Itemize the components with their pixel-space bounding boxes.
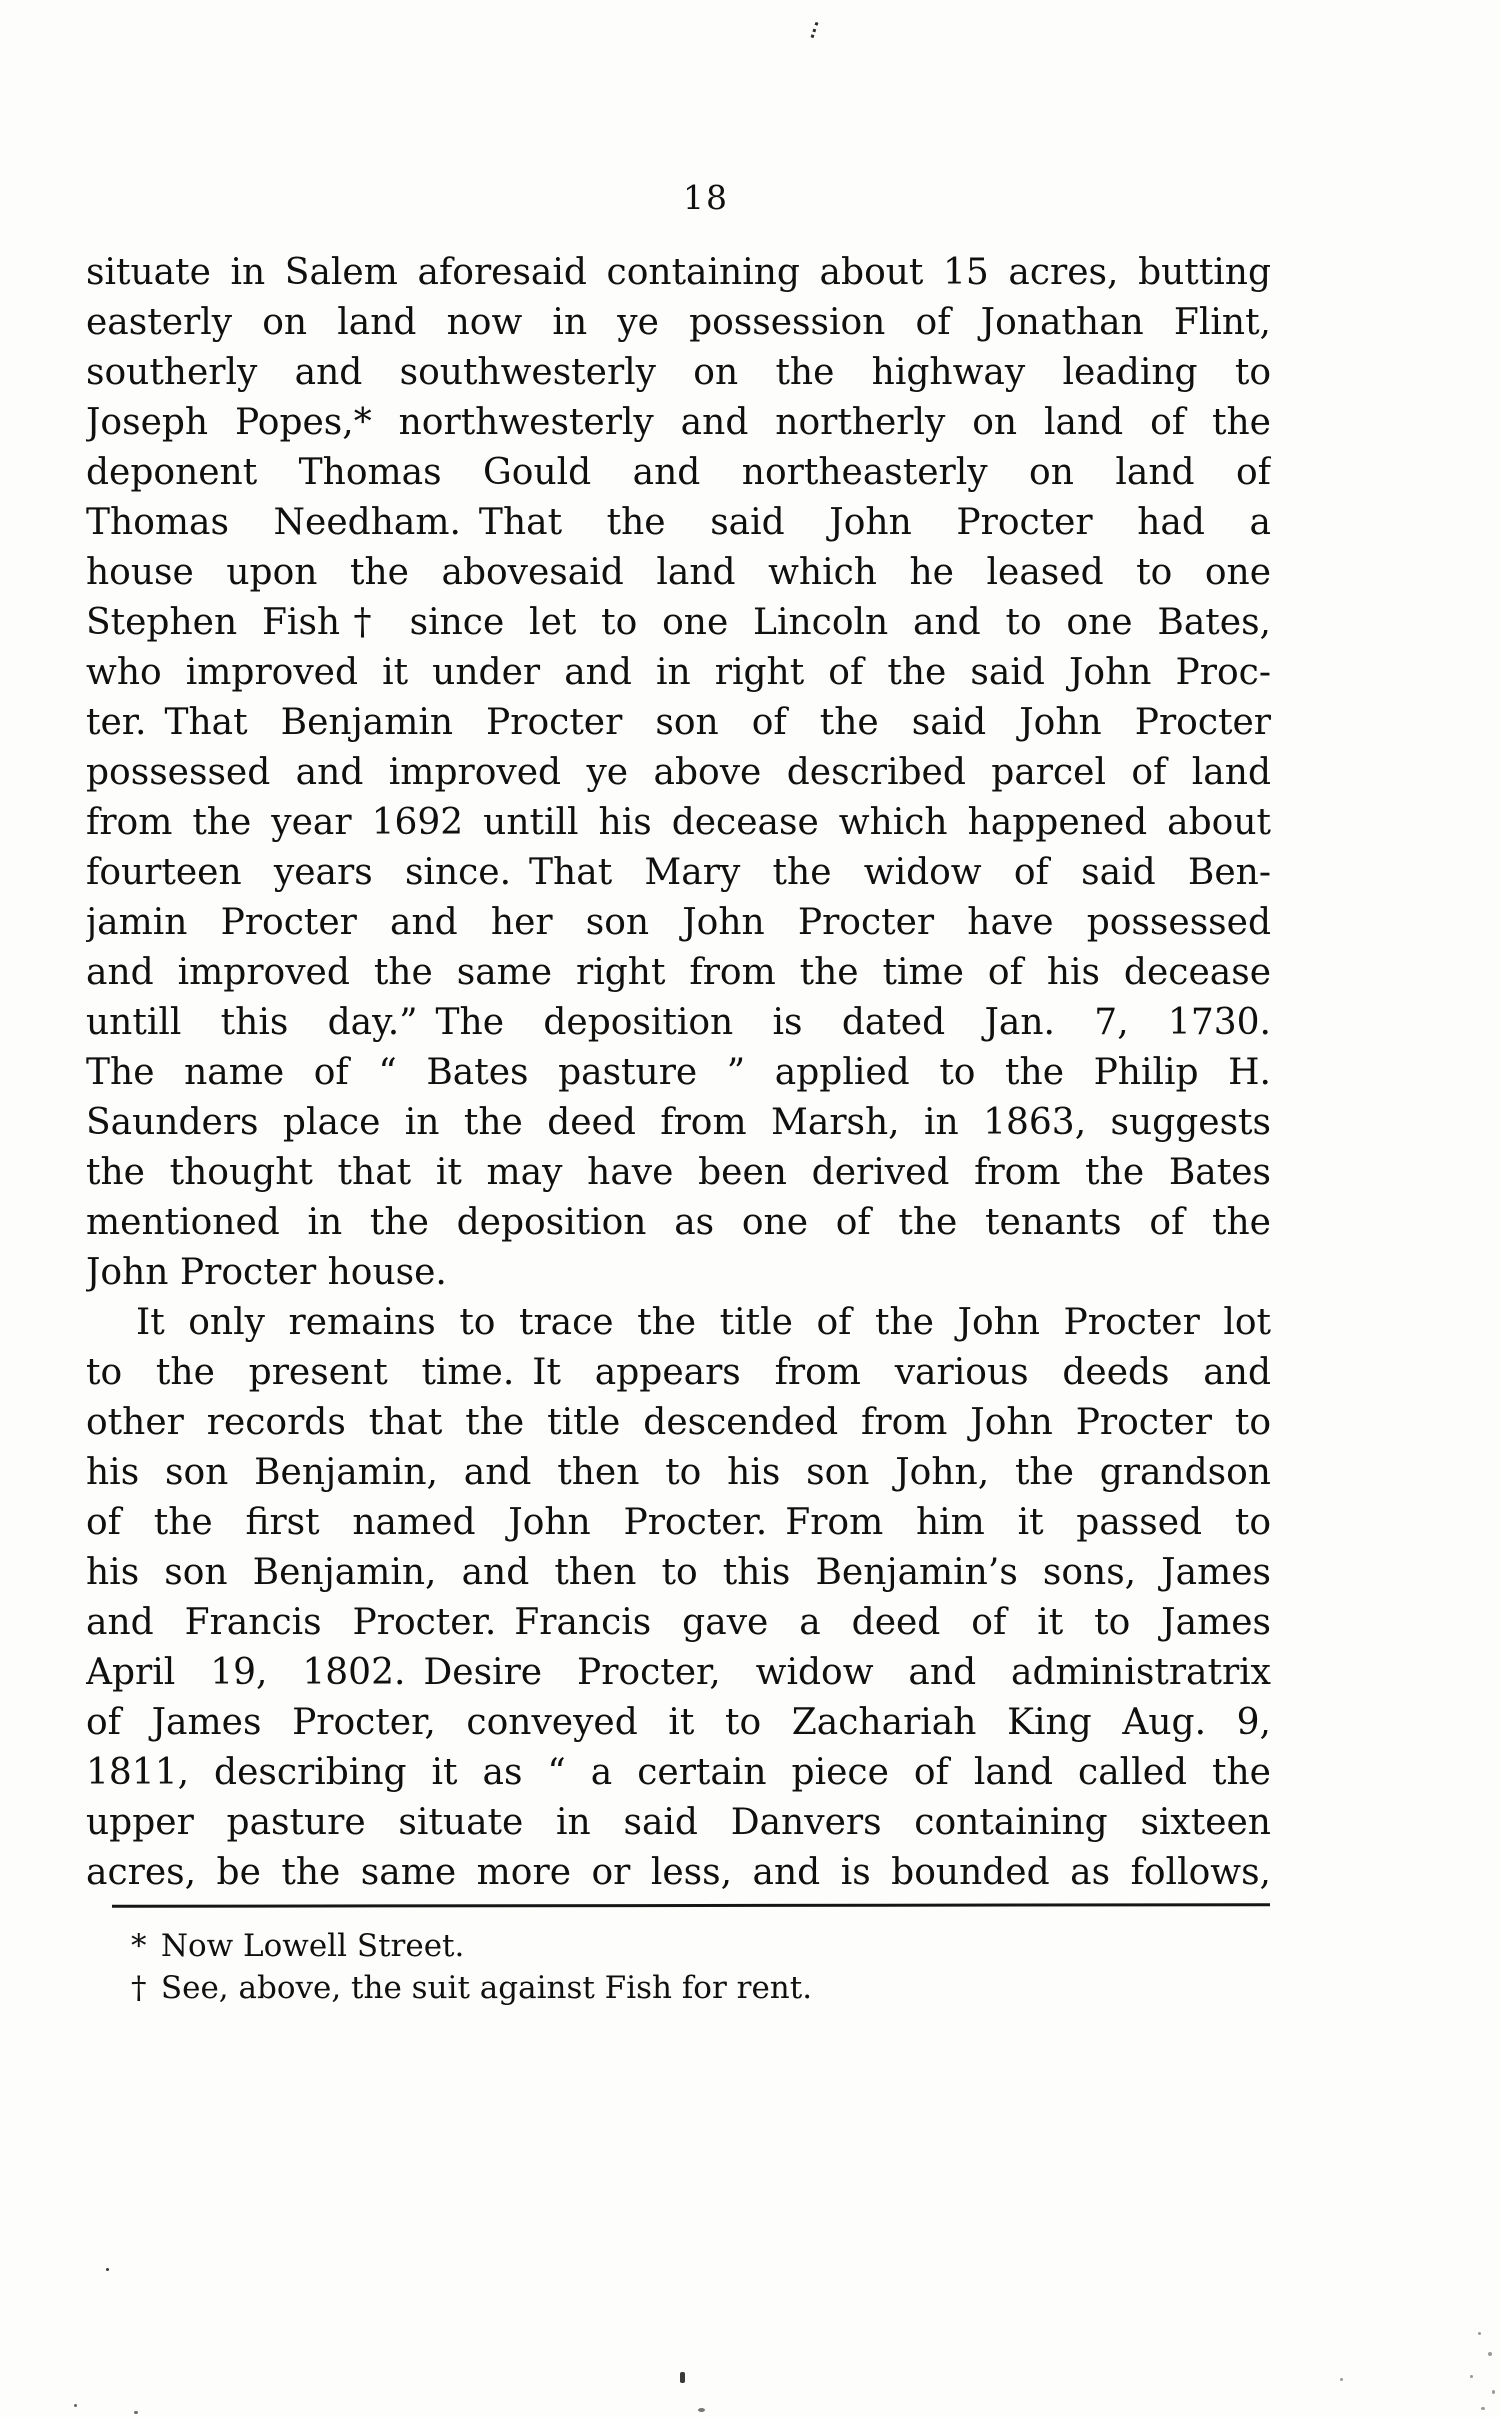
body-line: easterly on land now in ye possession of Jonathan Flint, <box>86 302 1271 343</box>
scan-speck <box>106 2268 109 2271</box>
body-line: situate in Salem aforesaid containing about 15 acres, butting <box>86 252 1271 293</box>
scan-speck <box>134 2411 138 2414</box>
scan-speck <box>680 2372 685 2383</box>
body-line: jamin Procter and her son John Procter have possessed <box>86 902 1271 943</box>
body-line: to the present time. It appears from various deeds and <box>86 1352 1271 1393</box>
asterisk-marker: * <box>131 1928 147 1964</box>
body-line: of the first named John Procter. From him it passed to <box>86 1502 1271 1543</box>
footnote-fish-suit <box>131 1967 1271 2009</box>
body-line: deponent Thomas Gould and northeasterly on land of <box>86 452 1271 493</box>
body-line: his son Benjamin, and then to this Benjamin’s sons, James <box>86 1552 1271 1593</box>
footnote-separator <box>112 1903 1270 1908</box>
body-line: who improved it under and in right of the said John Proc- <box>86 652 1271 693</box>
body-line: possessed and improved ye above described parcel of land <box>86 752 1271 793</box>
body-line: from the year 1692 untill his decease which happened about <box>86 802 1271 843</box>
body-line: fourteen years since. That Mary the widow of said Ben- <box>86 852 1271 893</box>
body-line: It only remains to trace the title of the John Procter lot <box>136 1302 1271 1343</box>
body-line: John Procter house. <box>86 1252 447 1293</box>
body-line: and Francis Procter. Francis gave a deed of it to James <box>86 1602 1271 1643</box>
footnote-text: See, above, the suit against Fish for rent. <box>160 1970 813 2006</box>
body-text <box>86 248 1271 1898</box>
body-line: and improved the same right from the time of his decease <box>86 952 1271 993</box>
body-line: upper pasture situate in said Danvers containing sixteen <box>86 1802 1271 1843</box>
body-line: Stephen Fish† since let to one Lincoln and to one Bates, <box>86 602 1271 643</box>
body-line: southerly and southwesterly on the highway leading to <box>86 352 1271 393</box>
body-line: The name of “ Bates pasture ” applied to the Philip H. <box>86 1052 1271 1093</box>
scan-speck-top <box>811 22 819 38</box>
body-line: 1811, describing it as “ a certain piece of land called the <box>86 1752 1271 1793</box>
body-line: Thomas Needham. That the said John Procter had a <box>86 502 1271 543</box>
body-line: mentioned in the deposition as one of the tenants of the <box>86 1202 1271 1243</box>
body-line: other records that the title descended from John Procter to <box>86 1402 1271 1443</box>
scan-speck <box>74 2404 77 2407</box>
body-line: the thought that it may have been derived from the Bates <box>86 1152 1271 1193</box>
body-line: house upon the abovesaid land which he leased to one <box>86 552 1271 593</box>
dagger-marker: † <box>131 1970 147 2006</box>
body-line: Saunders place in the deed from Marsh, in 1863, suggests <box>86 1102 1271 1143</box>
footnotes <box>131 1925 1271 2009</box>
scan-speck <box>698 2408 705 2412</box>
body-line: his son Benjamin, and then to his son John, the grandson <box>86 1452 1271 1493</box>
body-line: acres, be the same more or less, and is bounded as follows, <box>86 1852 1271 1893</box>
body-line: untill this day.” The deposition is dated Jan. 7, 1730. <box>86 1002 1271 1043</box>
body-line: Joseph Popes,* northwesterly and northerly on land of the <box>86 402 1271 443</box>
body-line: of James Procter, conveyed it to Zachariah King Aug. 9, <box>86 1702 1271 1743</box>
body-line: ter. That Benjamin Procter son of the said John Procter <box>86 702 1271 743</box>
footnote-text: Now Lowell Street. <box>160 1928 465 1964</box>
body-line: April 19, 1802. Desire Procter, widow and administratrix <box>86 1652 1271 1693</box>
footnote-lowell-street <box>131 1925 1271 1967</box>
page-number: 18 <box>683 178 729 217</box>
